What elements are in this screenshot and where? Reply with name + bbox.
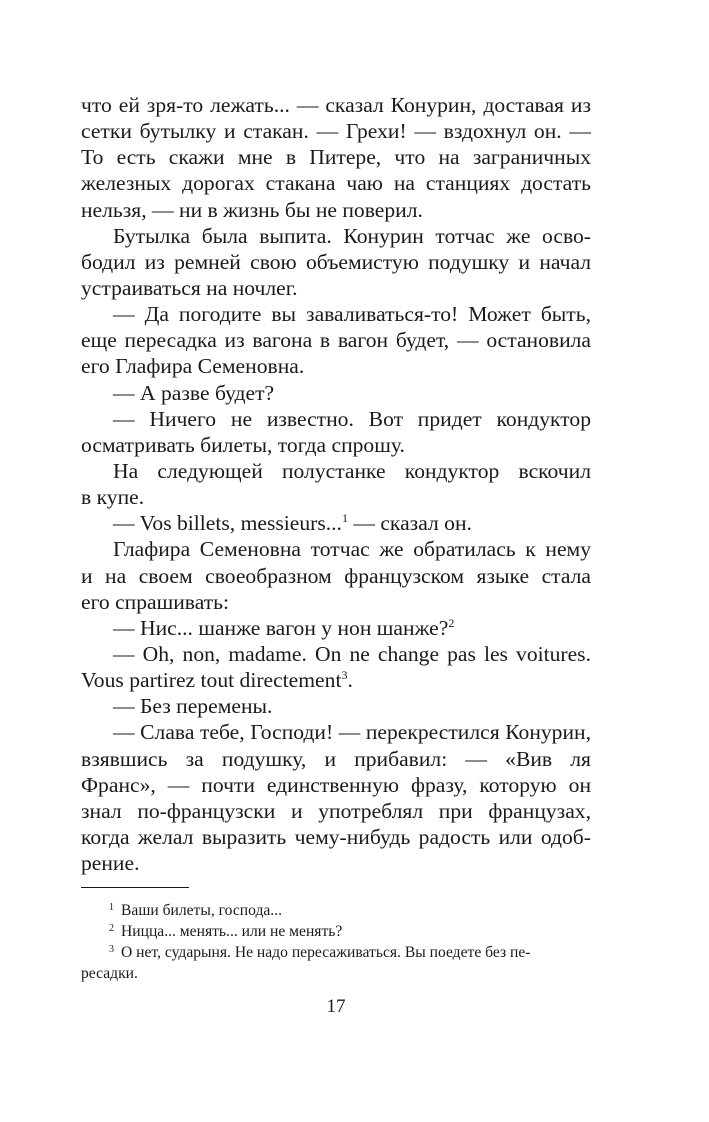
text-line: — Да погодите вы заваливаться-то! Может быть, [113,302,591,327]
footnote [81,921,591,942]
text-line: в купе. [81,485,145,510]
text-line: железных дорогах стакана чаю на станциях достать [81,171,591,196]
text-segment: . [347,668,353,693]
text-line: — Oh, non, madame. On ne change pas les voitures. [113,641,591,666]
text-line: — Ничего не известно. Вот придет кондуктор [113,406,591,431]
page-number: 17 [326,996,346,1017]
text-line: еще пересадка из вагона в вагон будет, — остановила [81,328,591,353]
text-line: устраиваться на ночлег. [81,275,298,300]
text-segment: — сказал он. [347,511,472,536]
text-line: что ей зря-то лежать... — сказал Конурин, доставая из [81,93,591,117]
footnote-text: Ницца... менять... или не менять? [121,923,343,940]
text-line: его Глафира Семеновна. [81,354,305,379]
text-line: взявшись за подушку, и прибавил: — «Вив ля [81,746,591,771]
footnote-mark: 3 [109,944,114,955]
text-segment: — Vos billets, messieurs... [113,511,342,536]
footnote [81,942,591,963]
footnote-text: Ваши билеты, господа... [121,902,283,919]
text-line: То есть скажи мне в Питере, что на заграничных [81,145,591,170]
text-line: когда желал выразить чему-нибудь радость или одоб- [81,824,591,849]
footnote-ref: 2 [448,615,455,630]
text-line: Франс», — почти единственную фразу, которую он [81,772,591,797]
text-segment: — Нис... шанже вагон у нон шанже? [113,615,449,640]
footnote-mark: 2 [109,923,114,934]
text-line: На следующей полустанке кондуктор вскочил [113,458,591,483]
footnote-separator [81,887,189,888]
main-text [81,92,591,876]
footnotes [81,900,591,984]
text-line: знал по-французски и употреблял при французах, [81,798,591,823]
text-line: рение. [81,851,140,876]
footnote-mark: 1 [109,902,114,913]
text-line: Глафира Семеновна тотчас же обратилась к нему [113,537,591,562]
footnote-ref: 3 [341,668,348,683]
text-line: — Слава тебе, Господи! — перекрестился Конурин, [113,720,591,745]
footnote-text: О нет, сударыня. Не надо пересаживаться. Вы поедете без пе- [121,944,531,961]
text-line [81,510,591,536]
text-line: и на своем своеобразном французском языке стала [81,563,591,588]
text-line: нельзя, — ни в жизнь бы не поверил. [81,197,423,222]
footnote [81,900,591,921]
text-line: осматривать билеты, тогда спрошу. [81,432,405,457]
text-line: бодил из ремней свою объемистую подушку и начал [81,249,591,274]
text-line: — Без перемены. [113,694,273,719]
text-line: Бутылка была выпита. Конурин тотчас же осво- [113,223,591,248]
text-line: — А разве будет? [113,380,275,405]
text-line: его спрашивать: [81,589,230,614]
text-segment: Vous partirez tout directement [81,668,342,693]
footnote-continuation: ресадки. [81,965,138,982]
text-line: сетки бутылку и стакан. — Грехи! — вздохнул он. — [81,119,591,144]
text-line [81,615,591,641]
footnote-ref: 1 [341,511,348,526]
text-line [81,667,591,693]
